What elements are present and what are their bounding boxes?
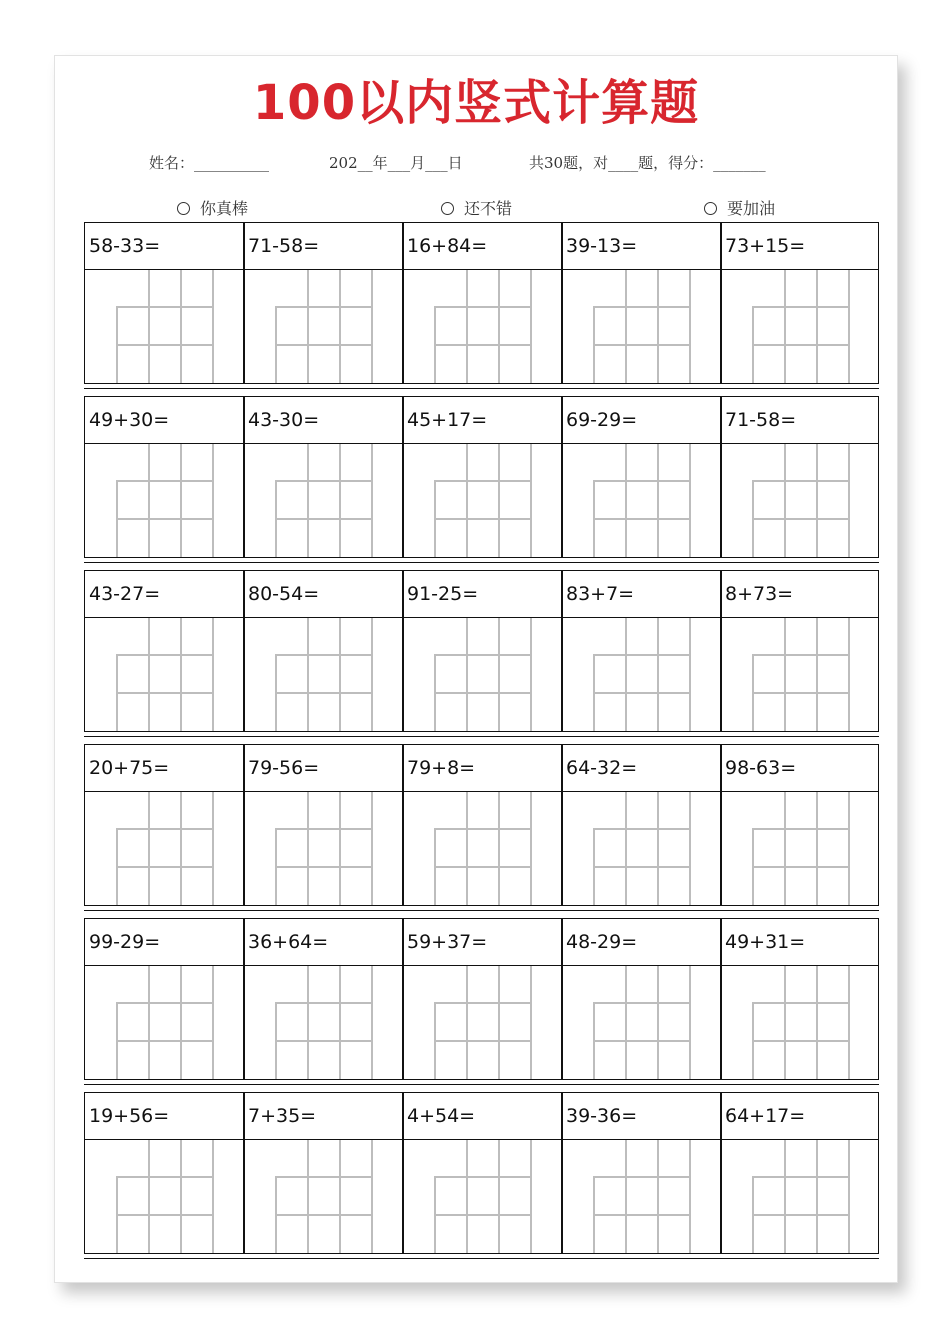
grid-line xyxy=(530,270,532,383)
grid-line xyxy=(116,1040,214,1042)
grid-line xyxy=(275,518,373,520)
problem-equation: 83+7= xyxy=(562,571,721,618)
problem-cell xyxy=(561,396,722,558)
grid-line xyxy=(530,966,532,1079)
grid-line xyxy=(689,966,691,1079)
problem-equation: 45+17= xyxy=(403,397,562,444)
grid-line xyxy=(275,828,373,830)
vertical-calculation-grid[interactable] xyxy=(116,792,214,905)
grid-line xyxy=(275,1040,373,1042)
radio-circle-icon xyxy=(704,202,717,215)
problem-cell xyxy=(720,222,879,384)
grid-line xyxy=(339,1140,341,1253)
grid-line xyxy=(466,270,468,383)
grid-line xyxy=(275,1214,373,1216)
grid-line xyxy=(816,444,818,557)
grid-line xyxy=(434,828,532,830)
vertical-calculation-grid[interactable] xyxy=(752,966,850,1079)
grid-line xyxy=(593,692,691,694)
row-separator xyxy=(84,388,879,389)
problem-cell xyxy=(84,570,245,732)
grid-line xyxy=(307,618,309,731)
vertical-calculation-grid[interactable] xyxy=(434,966,532,1079)
grid-line xyxy=(593,344,691,346)
grid-line xyxy=(816,966,818,1079)
grid-line xyxy=(752,306,850,308)
grid-line xyxy=(689,792,691,905)
grid-line xyxy=(530,618,532,731)
grid-line xyxy=(371,618,373,731)
grid-line xyxy=(752,692,850,694)
problem-equation: 43-27= xyxy=(85,571,244,618)
problem-equation: 39-13= xyxy=(562,223,721,270)
grid-line xyxy=(784,966,786,1079)
grid-line xyxy=(593,654,691,656)
problem-equation: 20+75= xyxy=(85,745,244,792)
problem-cell xyxy=(720,744,879,906)
grid-line xyxy=(498,444,500,557)
grid-line xyxy=(689,444,691,557)
grid-line xyxy=(752,654,850,656)
grid-line xyxy=(116,692,214,694)
problem-cell xyxy=(561,222,722,384)
problem-cell xyxy=(402,222,563,384)
grid-line xyxy=(275,1002,373,1004)
grid-line xyxy=(816,270,818,383)
problem-cell xyxy=(720,918,879,1080)
grid-line xyxy=(180,444,182,557)
vertical-calculation-grid[interactable] xyxy=(593,444,691,557)
grid-line xyxy=(848,618,850,731)
grid-line xyxy=(180,1140,182,1253)
grid-line xyxy=(275,344,373,346)
grid-line xyxy=(593,828,691,830)
problem-equation: 99-29= xyxy=(85,919,244,966)
problem-equation: 73+15= xyxy=(721,223,878,270)
problem-equation: 36+64= xyxy=(244,919,403,966)
problem-equation: 39-36= xyxy=(562,1093,721,1140)
problem-equation: 7+35= xyxy=(244,1093,403,1140)
rating-option-good[interactable] xyxy=(441,196,512,219)
grid-line xyxy=(466,966,468,1079)
grid-line xyxy=(180,966,182,1079)
date-field: 202__年___月___日 xyxy=(329,154,463,172)
grid-line xyxy=(371,792,373,905)
grid-line xyxy=(498,1140,500,1253)
grid-line xyxy=(816,618,818,731)
problem-cell xyxy=(720,1092,879,1254)
grid-line xyxy=(307,270,309,383)
grid-line xyxy=(307,444,309,557)
grid-line xyxy=(498,270,500,383)
grid-line xyxy=(148,618,150,731)
grid-line xyxy=(371,270,373,383)
grid-line xyxy=(752,828,850,830)
grid-line xyxy=(625,270,627,383)
rating-label: 要加油 xyxy=(727,199,776,218)
vertical-calculation-grid[interactable] xyxy=(434,270,532,383)
vertical-calculation-grid[interactable] xyxy=(593,270,691,383)
problem-equation: 64+17= xyxy=(721,1093,878,1140)
problem-cell xyxy=(243,1092,404,1254)
rating-label: 还不错 xyxy=(464,199,513,218)
problem-equation: 71-58= xyxy=(721,397,878,444)
problem-equation: 43-30= xyxy=(244,397,403,444)
problem-grid xyxy=(84,222,879,1266)
problem-row xyxy=(84,396,879,570)
grid-line xyxy=(593,866,691,868)
vertical-calculation-grid[interactable] xyxy=(593,1140,691,1253)
grid-line xyxy=(148,1140,150,1253)
grid-line xyxy=(434,654,532,656)
problem-cell xyxy=(720,570,879,732)
grid-line xyxy=(752,1176,850,1178)
problem-cell xyxy=(561,918,722,1080)
grid-line xyxy=(434,1176,532,1178)
grid-line xyxy=(752,344,850,346)
vertical-calculation-grid[interactable] xyxy=(275,270,373,383)
grid-line xyxy=(307,792,309,905)
grid-line xyxy=(848,1140,850,1253)
grid-line xyxy=(848,966,850,1079)
grid-line xyxy=(625,444,627,557)
grid-line xyxy=(180,792,182,905)
grid-line xyxy=(752,480,850,482)
grid-line xyxy=(116,518,214,520)
info-line xyxy=(55,152,897,176)
grid-line xyxy=(530,444,532,557)
radio-circle-icon xyxy=(177,202,190,215)
worksheet-title: 100以内竖式计算题 xyxy=(252,75,700,131)
grid-line xyxy=(116,1176,214,1178)
grid-line xyxy=(116,344,214,346)
problem-equation: 19+56= xyxy=(85,1093,244,1140)
problem-equation: 80-54= xyxy=(244,571,403,618)
grid-line xyxy=(657,270,659,383)
grid-line xyxy=(212,444,214,557)
vertical-calculation-grid[interactable] xyxy=(116,1140,214,1253)
problem-equation: 49+30= xyxy=(85,397,244,444)
problem-equation: 69-29= xyxy=(562,397,721,444)
vertical-calculation-grid[interactable] xyxy=(593,966,691,1079)
grid-line xyxy=(212,966,214,1079)
grid-line xyxy=(434,1214,532,1216)
grid-line xyxy=(212,618,214,731)
problem-row xyxy=(84,222,879,396)
grid-line xyxy=(752,866,850,868)
grid-line xyxy=(180,618,182,731)
grid-line xyxy=(275,480,373,482)
problem-cell xyxy=(84,918,245,1080)
grid-line xyxy=(466,444,468,557)
problem-cell xyxy=(84,1092,245,1254)
vertical-calculation-grid[interactable] xyxy=(116,444,214,557)
problem-cell xyxy=(243,918,404,1080)
grid-line xyxy=(148,792,150,905)
problem-cell xyxy=(243,222,404,384)
grid-line xyxy=(752,1214,850,1216)
grid-line xyxy=(434,480,532,482)
grid-line xyxy=(466,792,468,905)
rating-options xyxy=(55,196,897,220)
worksheet xyxy=(54,55,898,1283)
grid-line xyxy=(752,518,850,520)
grid-line xyxy=(848,270,850,383)
grid-line xyxy=(625,1140,627,1253)
score-field: 共30题，对____题，得分：_______ xyxy=(529,154,766,172)
grid-line xyxy=(116,1214,214,1216)
problem-cell xyxy=(402,744,563,906)
grid-line xyxy=(498,966,500,1079)
problem-equation: 4+54= xyxy=(403,1093,562,1140)
grid-line xyxy=(116,828,214,830)
vertical-calculation-grid[interactable] xyxy=(434,792,532,905)
problem-cell xyxy=(402,570,563,732)
grid-line xyxy=(625,966,627,1079)
problem-cell xyxy=(84,396,245,558)
vertical-calculation-grid[interactable] xyxy=(275,1140,373,1253)
grid-line xyxy=(339,270,341,383)
grid-line xyxy=(689,1140,691,1253)
grid-line xyxy=(275,692,373,694)
problem-cell xyxy=(84,222,245,384)
problem-equation: 98-63= xyxy=(721,745,878,792)
vertical-calculation-grid[interactable] xyxy=(275,444,373,557)
grid-line xyxy=(593,480,691,482)
grid-line xyxy=(116,654,214,656)
row-separator xyxy=(84,1084,879,1085)
problem-row xyxy=(84,744,879,918)
problem-equation: 71-58= xyxy=(244,223,403,270)
vertical-calculation-grid[interactable] xyxy=(434,1140,532,1253)
problem-row xyxy=(84,570,879,744)
grid-line xyxy=(116,480,214,482)
grid-line xyxy=(530,792,532,905)
problem-equation: 16+84= xyxy=(403,223,562,270)
grid-line xyxy=(593,1176,691,1178)
grid-line xyxy=(689,270,691,383)
problem-cell xyxy=(243,744,404,906)
vertical-calculation-grid[interactable] xyxy=(275,792,373,905)
grid-line xyxy=(371,444,373,557)
grid-line xyxy=(625,618,627,731)
grid-line xyxy=(434,866,532,868)
rating-label: 你真棒 xyxy=(200,199,249,218)
problem-row xyxy=(84,918,879,1092)
grid-line xyxy=(434,1040,532,1042)
grid-line xyxy=(434,1002,532,1004)
vertical-calculation-grid[interactable] xyxy=(434,618,532,731)
grid-line xyxy=(657,966,659,1079)
row-separator xyxy=(84,1258,879,1259)
rating-option-try-harder[interactable] xyxy=(704,196,775,219)
grid-line xyxy=(593,1040,691,1042)
problem-equation: 8+73= xyxy=(721,571,878,618)
radio-circle-icon xyxy=(441,202,454,215)
grid-line xyxy=(752,1002,850,1004)
grid-line xyxy=(784,618,786,731)
grid-line xyxy=(657,1140,659,1253)
name-field: 姓名：__________ xyxy=(149,154,270,172)
grid-line xyxy=(212,270,214,383)
grid-line xyxy=(339,444,341,557)
grid-line xyxy=(434,518,532,520)
grid-line xyxy=(434,344,532,346)
grid-line xyxy=(148,444,150,557)
grid-line xyxy=(116,866,214,868)
grid-line xyxy=(371,966,373,1079)
rating-option-great[interactable] xyxy=(177,196,248,219)
grid-line xyxy=(339,792,341,905)
problem-equation: 64-32= xyxy=(562,745,721,792)
vertical-calculation-grid[interactable] xyxy=(275,618,373,731)
grid-line xyxy=(148,966,150,1079)
grid-line xyxy=(275,654,373,656)
vertical-calculation-grid[interactable] xyxy=(116,966,214,1079)
problem-equation: 79-56= xyxy=(244,745,403,792)
grid-line xyxy=(657,444,659,557)
grid-line xyxy=(307,1140,309,1253)
vertical-calculation-grid[interactable] xyxy=(593,618,691,731)
grid-line xyxy=(848,792,850,905)
problem-cell xyxy=(561,1092,722,1254)
grid-line xyxy=(434,692,532,694)
grid-line xyxy=(180,270,182,383)
vertical-calculation-grid[interactable] xyxy=(116,270,214,383)
grid-line xyxy=(371,1140,373,1253)
vertical-calculation-grid[interactable] xyxy=(752,444,850,557)
grid-line xyxy=(784,444,786,557)
grid-line xyxy=(784,792,786,905)
grid-line xyxy=(657,618,659,731)
grid-line xyxy=(752,1040,850,1042)
grid-line xyxy=(212,792,214,905)
vertical-calculation-grid[interactable] xyxy=(275,966,373,1079)
grid-line xyxy=(816,1140,818,1253)
grid-line xyxy=(466,618,468,731)
grid-line xyxy=(339,966,341,1079)
vertical-calculation-grid[interactable] xyxy=(116,618,214,731)
problem-cell xyxy=(243,570,404,732)
grid-line xyxy=(275,1176,373,1178)
row-separator xyxy=(84,910,879,911)
problem-equation: 58-33= xyxy=(85,223,244,270)
problem-equation: 49+31= xyxy=(721,919,878,966)
grid-line xyxy=(784,1140,786,1253)
problem-cell xyxy=(402,1092,563,1254)
vertical-calculation-grid[interactable] xyxy=(593,792,691,905)
problem-equation: 91-25= xyxy=(403,571,562,618)
grid-line xyxy=(625,792,627,905)
grid-line xyxy=(593,1214,691,1216)
grid-line xyxy=(848,444,850,557)
grid-line xyxy=(434,306,532,308)
problem-equation: 59+37= xyxy=(403,919,562,966)
grid-line xyxy=(593,1002,691,1004)
problem-cell xyxy=(243,396,404,558)
grid-line xyxy=(466,1140,468,1253)
problem-equation: 48-29= xyxy=(562,919,721,966)
vertical-calculation-grid[interactable] xyxy=(434,444,532,557)
vertical-calculation-grid[interactable] xyxy=(752,270,850,383)
grid-line xyxy=(816,792,818,905)
grid-line xyxy=(657,792,659,905)
problem-equation: 79+8= xyxy=(403,745,562,792)
grid-line xyxy=(593,306,691,308)
grid-line xyxy=(307,966,309,1079)
grid-line xyxy=(498,792,500,905)
grid-line xyxy=(275,866,373,868)
grid-line xyxy=(212,1140,214,1253)
grid-line xyxy=(498,618,500,731)
row-separator xyxy=(84,562,879,563)
vertical-calculation-grid[interactable] xyxy=(752,618,850,731)
problem-cell xyxy=(84,744,245,906)
problem-cell xyxy=(561,744,722,906)
problem-cell xyxy=(402,918,563,1080)
grid-line xyxy=(116,1002,214,1004)
problem-row xyxy=(84,1092,879,1266)
grid-line xyxy=(593,518,691,520)
grid-line xyxy=(275,306,373,308)
vertical-calculation-grid[interactable] xyxy=(752,792,850,905)
grid-line xyxy=(689,618,691,731)
grid-line xyxy=(530,1140,532,1253)
grid-line xyxy=(784,270,786,383)
problem-cell xyxy=(720,396,879,558)
vertical-calculation-grid[interactable] xyxy=(752,1140,850,1253)
problem-cell xyxy=(561,570,722,732)
grid-line xyxy=(339,618,341,731)
grid-line xyxy=(116,306,214,308)
grid-line xyxy=(148,270,150,383)
row-separator xyxy=(84,736,879,737)
problem-cell xyxy=(402,396,563,558)
